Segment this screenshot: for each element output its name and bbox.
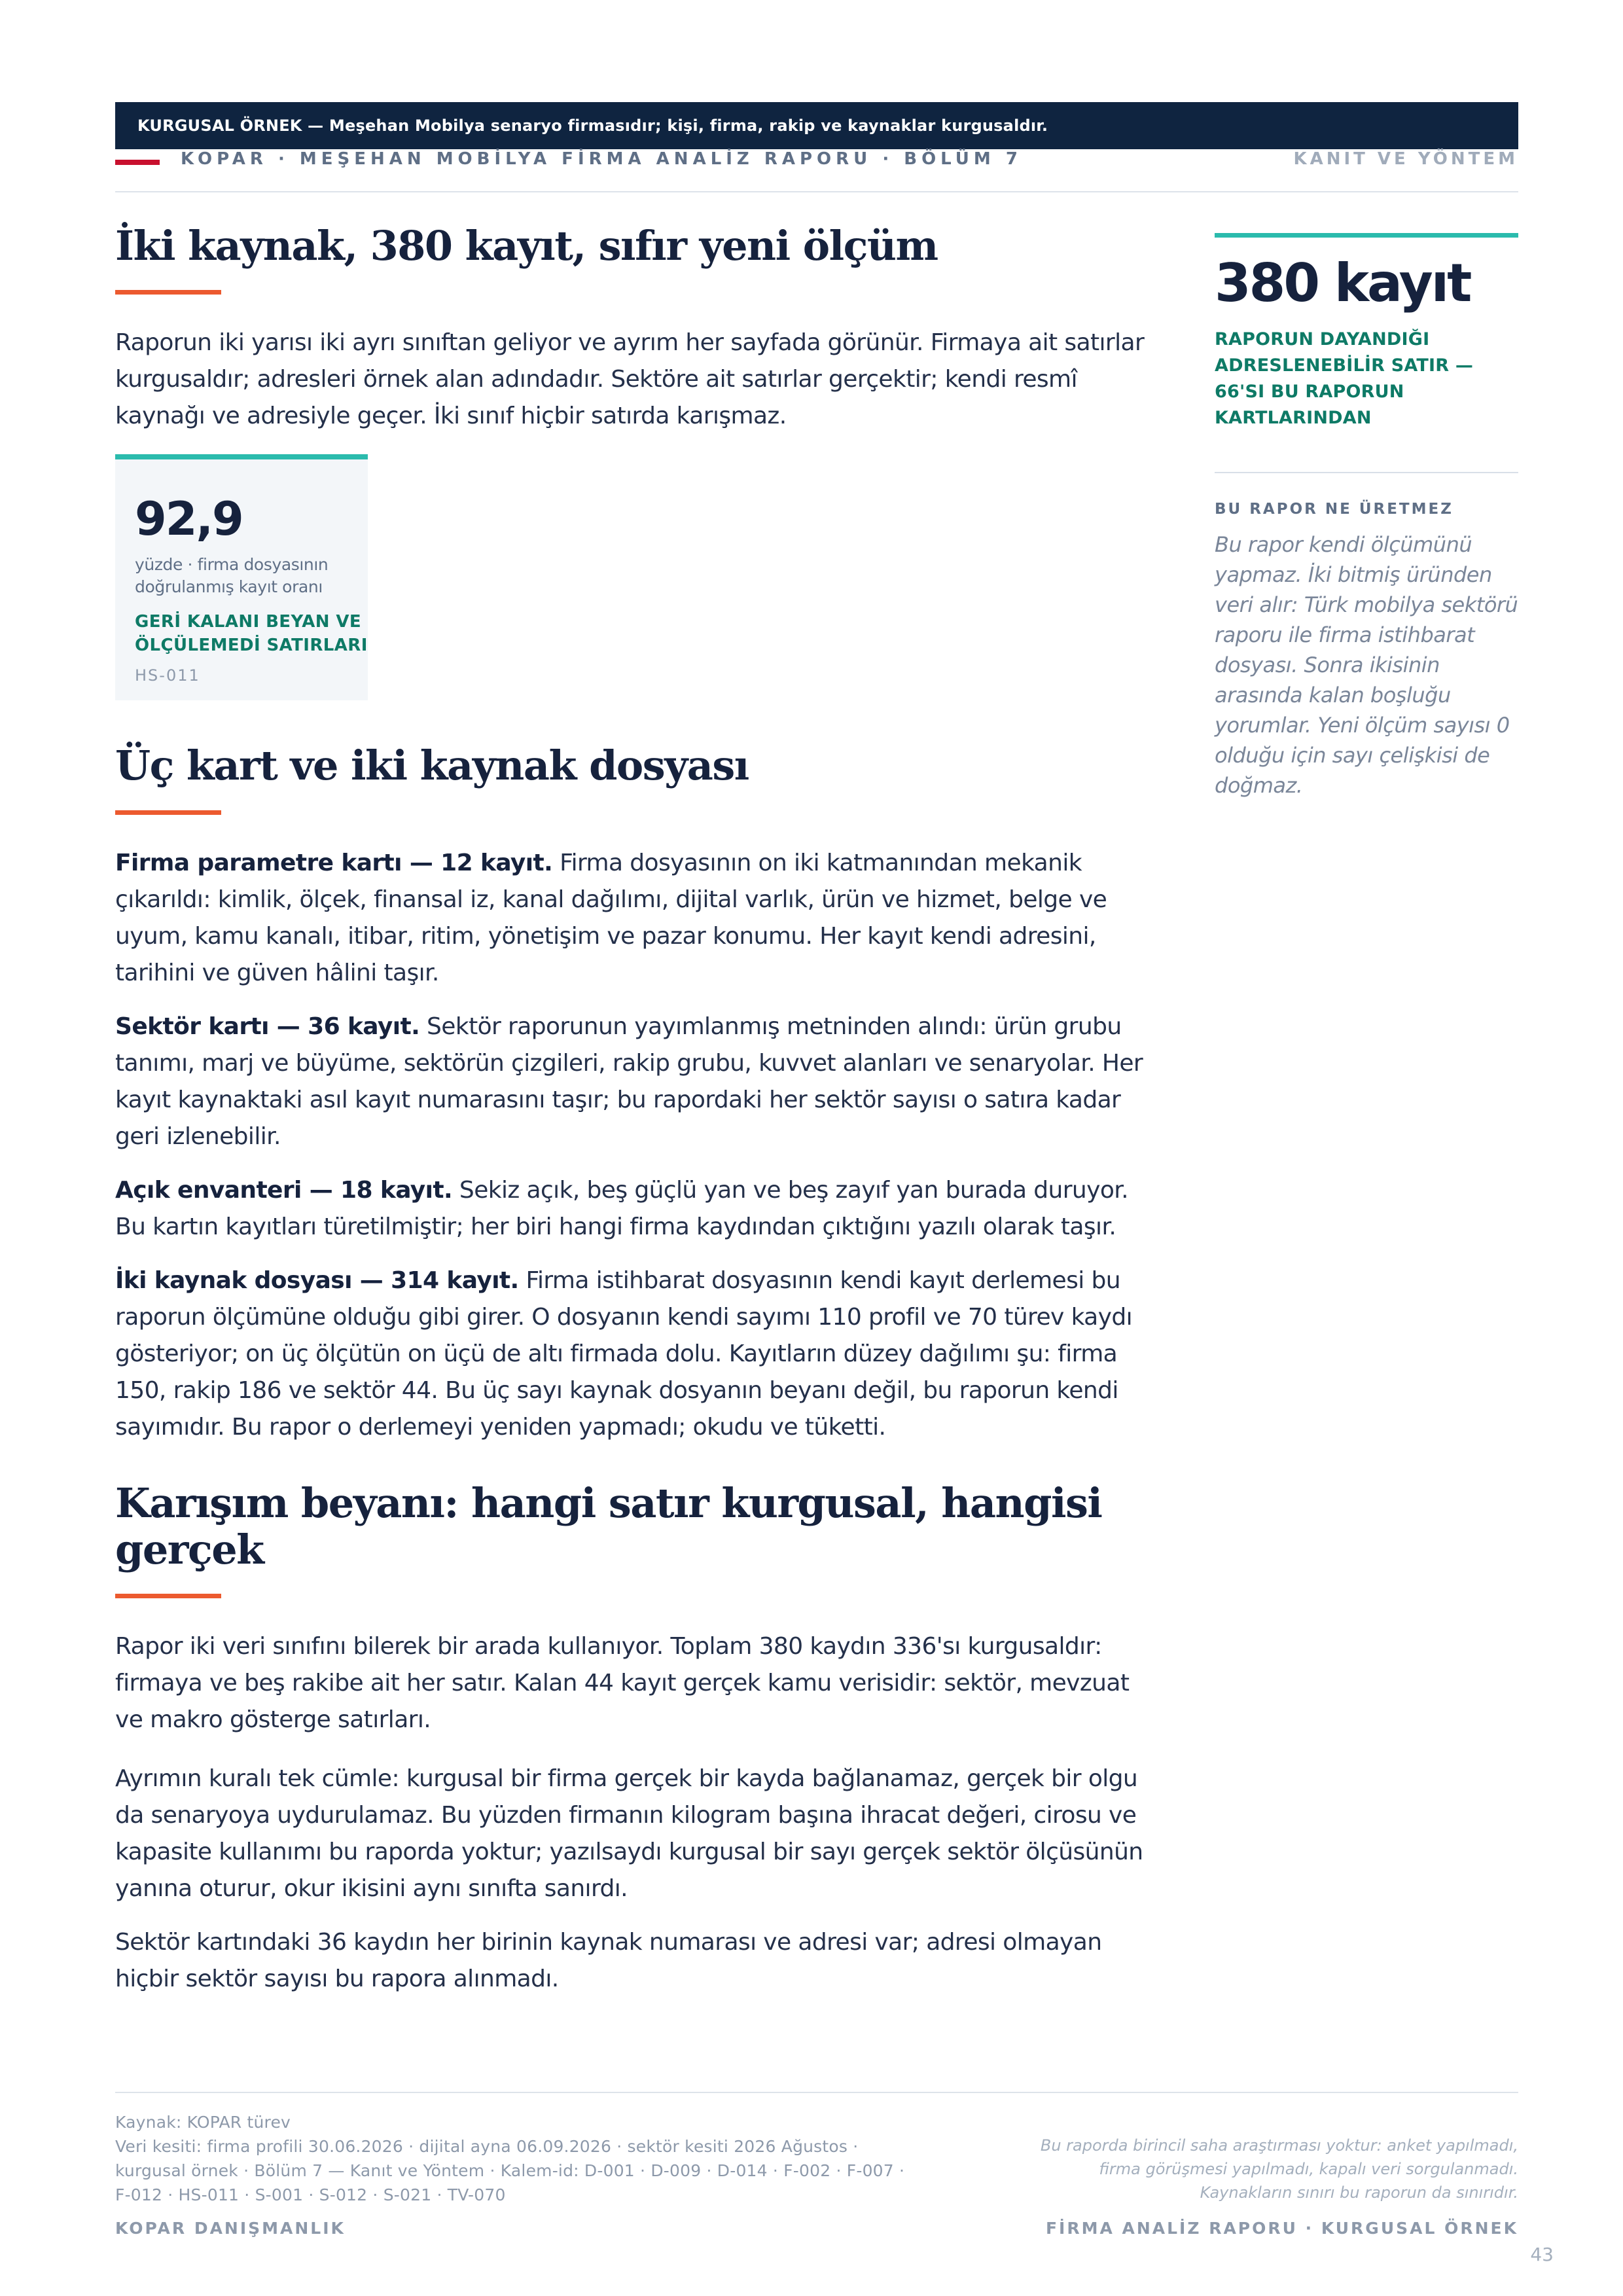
footer-source-line: F-012 · HS-011 · S-001 · S-012 · S-021 · TV-070 bbox=[115, 2185, 506, 2204]
stat-tag: GERİ KALANI BEYAN VE ÖLÇÜLEMEDİ SATIRLARI bbox=[135, 612, 368, 656]
main-column bbox=[115, 223, 1162, 2015]
footer-source-line: Veri kesiti: firma profili 30.06.2026 · dijital ayna 06.09.2026 · sektör kesiti 2026 Ağustos · bbox=[115, 2137, 859, 2156]
sidebar-accent-bar bbox=[1215, 233, 1518, 238]
fiction-banner: KURGUSAL ÖRNEK — Meşehan Mobilya senaryo firmasıdır; kişi, firma, rakip ve kaynaklar kurgusaldır. bbox=[115, 102, 1518, 149]
sidebar-note: Bu rapor kendi ölçümünü yapmaz. İki bitmiş üründen veri alır: Türk mobilya sektörü raporu ile firma istihbarat dosyası. Sonra ikisinin arasında kalan boşluğu yorumlar. Yeni ölçüm sayısı 0 olduğu için sayı çelişkisi de doğmaz. bbox=[1215, 532, 1518, 798]
card-item-lead: İki kaynak dosyası — 314 kayıt. bbox=[115, 1266, 519, 1294]
card-item-firm bbox=[115, 845, 1162, 992]
stat-caption: yüzde · firma dosyasının doğrulanmış kayıt oranı bbox=[135, 555, 329, 597]
sidebar-big-value: 380 kayıt bbox=[1215, 253, 1471, 314]
card-item-lead: Firma parametre kartı — 12 kayıt. bbox=[115, 849, 553, 876]
stat-reference: HS-011 bbox=[135, 666, 200, 685]
footer-brand: KOPAR DANIŞMANLIK bbox=[115, 2219, 346, 2238]
footer-source-line: Kaynak: KOPAR türev bbox=[115, 2113, 291, 2132]
sidebar bbox=[1215, 233, 1518, 800]
card-item-sector bbox=[115, 1009, 1162, 1155]
title-underline bbox=[115, 1594, 221, 1598]
running-header bbox=[115, 149, 1518, 192]
card-item-gaps bbox=[115, 1172, 1162, 1246]
card-item-text: Sektör raporunun yayımlanmış metninden alındı: ürün grubu tanımı, marj ve büyüme, sektörün çizgileri, rakip grubu, kuvvet alanları ve senaryolar. Her kayıt kaynaktaki asıl kayıt numarasını taşır; bu rapordaki her sektör sayısı o satıra kadar geri izlenebilir. bbox=[115, 1013, 1143, 1150]
running-header-title: KOPAR · MEŞEHAN MOBİLYA FİRMA ANALİZ RAPORU · BÖLÜM 7 bbox=[181, 149, 1022, 169]
mix-paragraph: Rapor iki veri sınıfını bilerek bir arada kullanıyor. Toplam 380 kaydın 336'sı kurgusaldır: firmaya ve beş rakibe ait her satır. Kalan 44 kayıt gerçek kamu verisidir: sektör, mevzuat ve makro gösterge satırları. bbox=[115, 1633, 1130, 1734]
card-item-text: Firma istihbarat dosyasının kendi kayıt derlemesi bu raporun ölçümüne olduğu gibi girer. O dosyanın kendi sayımı 110 profil ve 70 türev kaydı gösteriyor; on üç ölçütün on üçü de altı firmada dolu. Kayıtların düzey dağılımı şu: firma 150, rakip 186 ve sektör 44. Bu üç sayı kaynak dosyanın beyanı değil, bu raporun kendi sayımıdır. Bu rapor o derlemeyi yeniden yapmadı; okudu ve tüketti. bbox=[115, 1266, 1132, 1441]
card-item-text: Firma dosyasının on iki katmanından mekanik çıkarıldı: kimlik, ölçek, finansal iz, kanal dağılımı, dijital varlık, ürün ve hizmet, belge ve uyum, kamu kanalı, itibar, ritim, yönetişim ve pazar konumu. Her kayıt kendi adresini, tarihini ve güven hâlini taşır. bbox=[115, 849, 1107, 986]
card-item-text: Sekiz açık, beş güçlü yan ve beş zayıf yan burada duruyor. Bu kartın kayıtları türetilmiştir; her biri hangi firma kaydından çıktığını yazılı olarak taşır. bbox=[115, 1176, 1129, 1240]
section-title-sources: İki kaynak, 380 kayıt, sıfır yeni ölçüm bbox=[115, 222, 938, 270]
sidebar-big-caption: RAPORUN DAYANDIĞI ADRESLENEBİLİR SATIR — 66'SI BU RAPORUN KARTLARINDAN bbox=[1215, 329, 1474, 428]
section-title-cards: Üç kart ve iki kaynak dosyası bbox=[115, 742, 749, 790]
title-underline bbox=[115, 810, 221, 815]
mix-paragraph: Sektör kartındaki 36 kaydın her birinin kaynak numarası ve adresi var; adresi olmayan hiçbir sektör sayısı bu rapora alınmadı. bbox=[115, 1929, 1102, 1993]
sidebar-label: BU RAPOR NE ÜRETMEZ bbox=[1215, 501, 1454, 518]
header-accent-bar bbox=[115, 160, 160, 165]
footer-disclaimer-line: Bu raporda birincil saha araştırması yoktur: anket yapılmadı, bbox=[1040, 2136, 1518, 2155]
card-item-lead: Açık envanteri — 18 kayıt. bbox=[115, 1176, 453, 1204]
mix-paragraph: Ayrımın kuralı tek cümle: kurgusal bir firma gerçek bir kayda bağlanamaz, gerçek bir olgu da senaryoya uydurulamaz. Bu yüzden firmanın kilogram başına ihracat değeri, cirosu ve kapasite kullanımı bu raporda yoktur; yazılsaydı kurgusal bir sayı gerçek sektör ölçüsünün yanına oturur, okur ikisini aynı sınıfta sanırdı. bbox=[115, 1765, 1143, 1903]
running-header-section: KANIT VE YÖNTEM bbox=[1293, 149, 1518, 169]
title-underline bbox=[115, 290, 221, 295]
stat-card bbox=[115, 454, 368, 700]
footer-disclaimer-line: firma görüşmesi yapılmadı, kapalı veri sorgulanmadı. bbox=[1099, 2160, 1518, 2178]
footer-divider bbox=[115, 2092, 1518, 2093]
footer-disclaimer-line: Kaynakların sınırı bu raporun da sınırıdır. bbox=[1200, 2183, 1518, 2202]
card-item-sources bbox=[115, 1263, 1162, 1446]
card-item-lead: Sektör kartı — 36 kayıt. bbox=[115, 1013, 420, 1040]
footer-disclaimer bbox=[929, 2134, 1518, 2204]
intro-paragraph: Raporun iki yarısı iki ayrı sınıftan geliyor ve ayrım her sayfada görünür. Firmaya ait satırlar kurgusaldır; adresleri örnek alan adındadır. Sektöre ait satırlar gerçektir; kendi resmî kaynağı ve adresiyle geçer. İki sınıf hiçbir satırda karışmaz. bbox=[115, 329, 1145, 430]
footer-source bbox=[115, 2110, 992, 2207]
page-number: 43 bbox=[1530, 2244, 1554, 2265]
footer-source-line: kurgusal örnek · Bölüm 7 — Kanıt ve Yöntem · Kalem-id: D-001 · D-009 · D-014 · F-002 · F-007 · bbox=[115, 2161, 905, 2180]
section-title-mix: Karışım beyanı: hangi satır kurgusal, hangisi gerçek bbox=[115, 1479, 1102, 1573]
sidebar-divider bbox=[1215, 472, 1518, 473]
stat-value: 92,9 bbox=[135, 492, 243, 547]
footer-doc-title: FİRMA ANALİZ RAPORU · KURGUSAL ÖRNEK bbox=[1045, 2219, 1518, 2238]
